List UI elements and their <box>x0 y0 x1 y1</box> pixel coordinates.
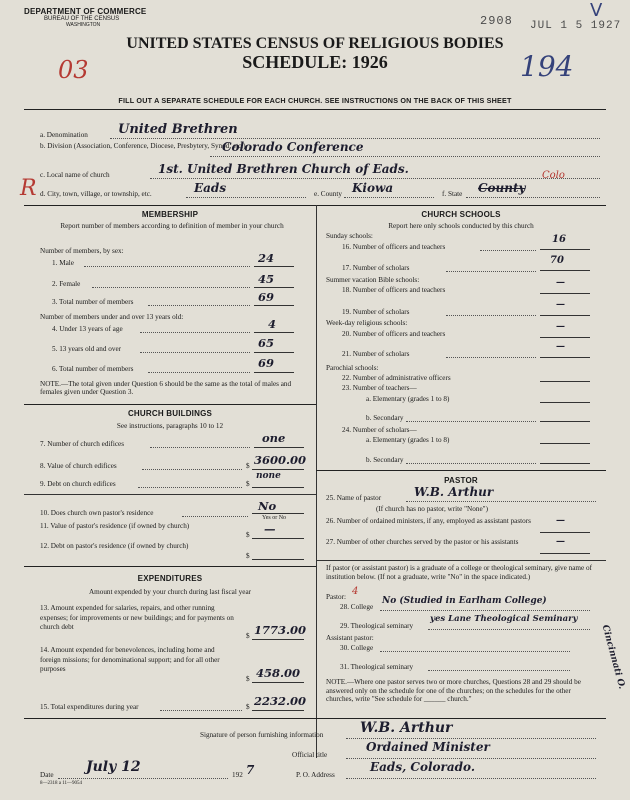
stamp-date: JUL 1 5 1927 <box>530 20 622 32</box>
q3-total-value: 69 <box>258 290 275 304</box>
q25-pastor-name-value: W.B. Arthur <box>414 485 494 499</box>
separate-schedule-instruction: FILL OUT A SEPARATE SCHEDULE FOR EACH CHURCH. SEE INSTRUCTIONS ON THE BACK OF THIS SHEET <box>118 96 512 105</box>
q20-label: 20. Number of officers and teachers <box>342 330 446 338</box>
pastor-note: NOTE.—Where one pastor serves two or more churches, Questions 28 and 29 should be answered only on the schedule for one of the churches; on the schedules for the other churches, write "See schedule for ______ church." <box>326 678 581 703</box>
q29-seminary-value: yes Lane Theological Seminary <box>430 614 578 624</box>
pastor-heading: PASTOR <box>444 476 478 485</box>
local-name-label: c. Local name of church <box>40 171 110 179</box>
check-mark: V <box>590 0 603 21</box>
buildings-instructions: See instructions, paragraphs 10 to 12 <box>116 422 224 430</box>
q10-label: 10. Does church own pastor's residence <box>40 509 154 517</box>
yes-or-no-hint: Yes or No <box>262 515 287 521</box>
stamp-number: 2908 <box>480 14 513 28</box>
q4-label: 4. Under 13 years of age <box>52 325 123 333</box>
q18-value: — <box>556 278 565 288</box>
q30-label: 30. College <box>340 644 374 652</box>
schools-intro: Report here only schools conducted by this church <box>388 222 534 230</box>
q21-value: — <box>556 342 565 352</box>
q3-label: 3. Total number of members <box>52 298 134 306</box>
city-town-label: d. City, town, village, or township, etc. <box>40 190 152 198</box>
members-by-sex-label: Number of members, by sex: <box>40 247 124 255</box>
graduate-note: If pastor (or assistant pastor) is a graduate of a college or theological seminary, give name of institution below. (If not a graduate, write "No" in the space indicated.) <box>326 564 592 581</box>
bureau-label: BUREAU OF THE CENSUS <box>44 16 120 22</box>
q17-label: 17. Number of scholars <box>342 264 410 272</box>
q25-note: (If church has no pastor, write "None") <box>376 505 488 513</box>
year-value: 7 <box>246 763 255 777</box>
q10-residence-value: No <box>258 499 277 513</box>
q27-dash: — <box>556 537 565 547</box>
q9-debt-value: none <box>256 471 281 481</box>
q6-total-value: 69 <box>258 356 275 370</box>
membership-heading: MEMBERSHIP <box>141 210 199 219</box>
county-value: Kiowa <box>352 181 394 195</box>
assistant-subheading: Assistant pastor: <box>326 634 374 642</box>
pastor-red-mark: 4 <box>352 586 359 597</box>
schools-heading: CHURCH SCHOOLS <box>421 210 501 219</box>
date-value: July 12 <box>86 759 141 775</box>
expenditures-heading: EXPENDITURES <box>137 574 203 583</box>
code-left: 03 <box>58 56 89 84</box>
q18-label: 18. Number of officers and teachers <box>342 286 446 294</box>
q6-label: 6. Total number of members <box>52 365 134 373</box>
q25-label: 25. Name of pastor <box>326 494 382 502</box>
q8-label: 8. Value of church edifices <box>40 462 117 470</box>
official-title-label: Official title <box>292 751 328 759</box>
q20-value: — <box>556 322 565 332</box>
membership-intro: Report number of members according to definition of member in your church <box>60 222 284 230</box>
q19-value: — <box>556 300 565 310</box>
q16-label: 16. Number of officers and teachers <box>342 243 446 251</box>
sunday-schools-label: Sunday schools: <box>326 232 373 240</box>
margin-mark: R <box>20 176 37 201</box>
q12-label: 12. Debt on pastor's residence (if owned by church) <box>40 542 189 550</box>
denomination-value: United Brethren <box>118 122 238 137</box>
q5-over-13-value: 65 <box>258 336 275 350</box>
state-value: County <box>478 181 526 195</box>
date-label: Date <box>40 771 54 779</box>
q13-label: 13. Amount expended for salaries, repairs, and other running expenses; for improvements or new buildings; and for payments on church debt <box>40 604 234 631</box>
q2-label: 2. Female <box>52 280 81 288</box>
q5-label: 5. 13 years old and over <box>52 345 122 353</box>
q2-female-value: 45 <box>258 272 275 286</box>
city-town-value: Eads <box>194 181 227 195</box>
state-label: f. State <box>442 190 463 198</box>
weekday-schools-label: Week-day religious schools: <box>326 319 408 327</box>
department-label: DEPARTMENT OF COMMERCE <box>24 7 147 16</box>
q15-label: 15. Total expenditures during year <box>40 703 139 711</box>
q26-dash: — <box>556 516 565 526</box>
q1-male-value: 24 <box>258 251 275 265</box>
q1-label: 1. Male <box>52 259 74 267</box>
po-address-label: P. O. Address <box>296 771 335 779</box>
under-over-label: Number of members under and over 13 years old: <box>40 313 184 321</box>
membership-note: NOTE.—The total given under Question 6 should be the same as the total of males and females given under Question 3. <box>40 380 292 396</box>
pastor-subheading: Pastor: <box>326 593 346 601</box>
q29-margin-note: Cincinnati O. <box>599 623 627 691</box>
city-label: WASHINGTON <box>66 22 101 28</box>
buildings-heading: CHURCH BUILDINGS <box>127 409 213 418</box>
q22-label: 22. Number of administrative officers <box>342 374 451 382</box>
signature-label: Signature of person furnishing information <box>200 731 324 739</box>
signature-value: W.B. Arthur <box>360 720 453 736</box>
local-name-value: 1st. United Brethren Church of Eads. <box>158 162 409 176</box>
q7-edifices-value: one <box>262 431 286 445</box>
po-address-value: Eads, Colorado. <box>370 760 475 774</box>
q24b-label: b. Secondary <box>366 456 404 464</box>
form-title: UNITED STATES CENSUS OF RELIGIOUS BODIES <box>126 35 504 52</box>
q31-label: 31. Theological seminary <box>340 663 414 671</box>
q8-value-edifices: 3600.00 <box>254 453 307 467</box>
summer-schools-label: Summer vacation Bible schools: <box>326 276 420 284</box>
q7-label: 7. Number of church edifices <box>40 440 125 448</box>
denomination-label: a. Denomination <box>40 131 88 139</box>
q27-label: 27. Number of other churches served by the pastor or his assistants <box>326 538 519 546</box>
division-label: b. Division (Association, Conference, Diocese, Presbytery, Synod, etc.) <box>40 142 246 150</box>
parochial-schools-label: Parochial schools: <box>326 364 379 372</box>
state-correction: Colo <box>542 170 565 181</box>
q11-label: 11. Value of pastor's residence (if owned by church) <box>40 522 190 530</box>
q29-label: 29. Theological seminary <box>340 622 414 630</box>
q24a-label: a. Elementary (grades 1 to 8) <box>366 436 450 444</box>
code-right: 194 <box>520 50 574 83</box>
q4-under-13-value: 4 <box>268 317 277 331</box>
q23b-label: b. Secondary <box>366 414 404 422</box>
census-schedule-sheet: DEPARTMENT OF COMMERCE BUREAU OF THE CENSUS WASHINGTON 2908 JUL 1 5 1927 V UNITED STATES CENSUS OF RELIGIOUS BODIES SCHEDULE: 1926 03 194 FILL OUT A SEPARATE SCHEDULE FOR EACH CHURCH. SEE INSTRUCTIONS ON THE BACK OF THIS SHEET a. Denomination United Brethren b. Division (Association, Conference, Diocese, Presbytery, Synod, etc.) Colorado Conference c. Local name of church 1st. United Brethren Church of Eads. R d. City, town, village, or township, etc. Eads e. County Kiowa f. State County Colo MEMBERSHIP Report number of members according to definition of member in your church Number of members, by sex: 1. Male 24 2. Female 45 3. Total number of members 69 Number of members under and over 13 years old: 4. Under 13 years of age 4 5. 13 years old and over 65 6. Total number of members 69 NOTE.—The total given under Question 6 should be the same as the total of males and females given under Question 3. CHURCH BUILDINGS See instructions, paragraphs 10 to 12 7. Number of church edifices one 8. Value of church edifices $ 3600.00 9. Debt on church edifices $ none 10. Does church own pastor's residence No Yes or No 11. Value of pastor's residence (if owned by church) $ — 12. Debt on pastor's residence (if owned by church) $ EXPENDITURES Amount expended by your church during last fiscal year 13. Amount expended for salaries, repairs, and other running expenses; for improvements or new buildings; and for payments on church debt $ 1773.00 14. Amount expended for benevolences, including home and foreign missions; for denominational support; and for all other purposes $ 458.00 15. Total expenditures during year $ 2232.00 CHURCH SCHOOLS Report here only schools conducted by this church Sunday schools: 16. Number of officers and teachers 16 17. Number of scholars 70 Summer vacation Bible schools: 18. Number of officers and teachers — 19. Number of scholars — Week-day religious schools: 20. Number of officers and teachers — 21. Number of scholars — Parochial schools: 22. Number of administrative officers 23. Number of teachers— a. Elementary (grades 1 to 8) b. Secondary 24. Number of scholars— a. Elementary (grades 1 to 8) b. Secondary PASTOR 25. Name of pastor W.B. Arthur (If church has no pastor, write "None") 26. Number of ordained ministers, if any, employed as assistant pastors — 27. Number of other churches served by the pastor or his assistants — If pastor (or assistant pastor) is a graduate of a college or theological seminary, give name of institution below. (If not a graduate, write "No" in the space indicated.) Pastor: 4 28. College No (Studied in Earlham College) 29. Theological seminary yes Lane Theological Seminary Cincinnati O. Assistant pastor: 30. College 31. Theological seminary NOTE.—Where one pastor serves two or more churches, Questions 28 and 29 should be answered only on the schedule for one of the churches; on the schedules for the other churches, write "See schedule for ______ church." Signature of person furnishing information W.B. Arthur Official title Ordained Minister Date July 12 192 7 P. O. Address Eads, Colorado. 8—2318 a 11—9054 <box>0 0 630 800</box>
q17-value: 70 <box>550 255 564 266</box>
q23a-label: a. Elementary (grades 1 to 8) <box>366 395 450 403</box>
year-prefix: 192 <box>232 771 243 779</box>
q28-label: 28. College <box>340 603 374 611</box>
q26-label: 26. Number of ordained ministers, if any, employed as assistant pastors <box>326 517 531 525</box>
q11-dash: — <box>264 522 276 536</box>
q23-label: 23. Number of teachers— <box>342 384 417 392</box>
q21-label: 21. Number of scholars <box>342 350 410 358</box>
q16-value: 16 <box>552 234 566 245</box>
q15-total-value: 2232.00 <box>254 694 307 708</box>
schedule-title: SCHEDULE: 1926 <box>242 52 388 72</box>
county-label: e. County <box>314 190 342 198</box>
q14-label: 14. Amount expended for benevolences, including home and foreign missions; for denominational support; and for all other purposes <box>40 646 220 673</box>
form-number: 8—2318 a 11—9054 <box>40 781 83 786</box>
official-title-value: Ordained Minister <box>366 740 490 754</box>
q28-college-value: No (Studied in Earlham College) <box>382 596 547 606</box>
q13-running-expenses-value: 1773.00 <box>254 623 307 637</box>
q24-label: 24. Number of scholars— <box>342 426 417 434</box>
q9-label: 9. Debt on church edifices <box>40 480 116 488</box>
expenditures-intro: Amount expended by your church during last fiscal year <box>88 588 252 596</box>
q19-label: 19. Number of scholars <box>342 308 410 316</box>
division-value: Colorado Conference <box>222 140 364 154</box>
q14-benevolences-value: 458.00 <box>256 666 301 680</box>
